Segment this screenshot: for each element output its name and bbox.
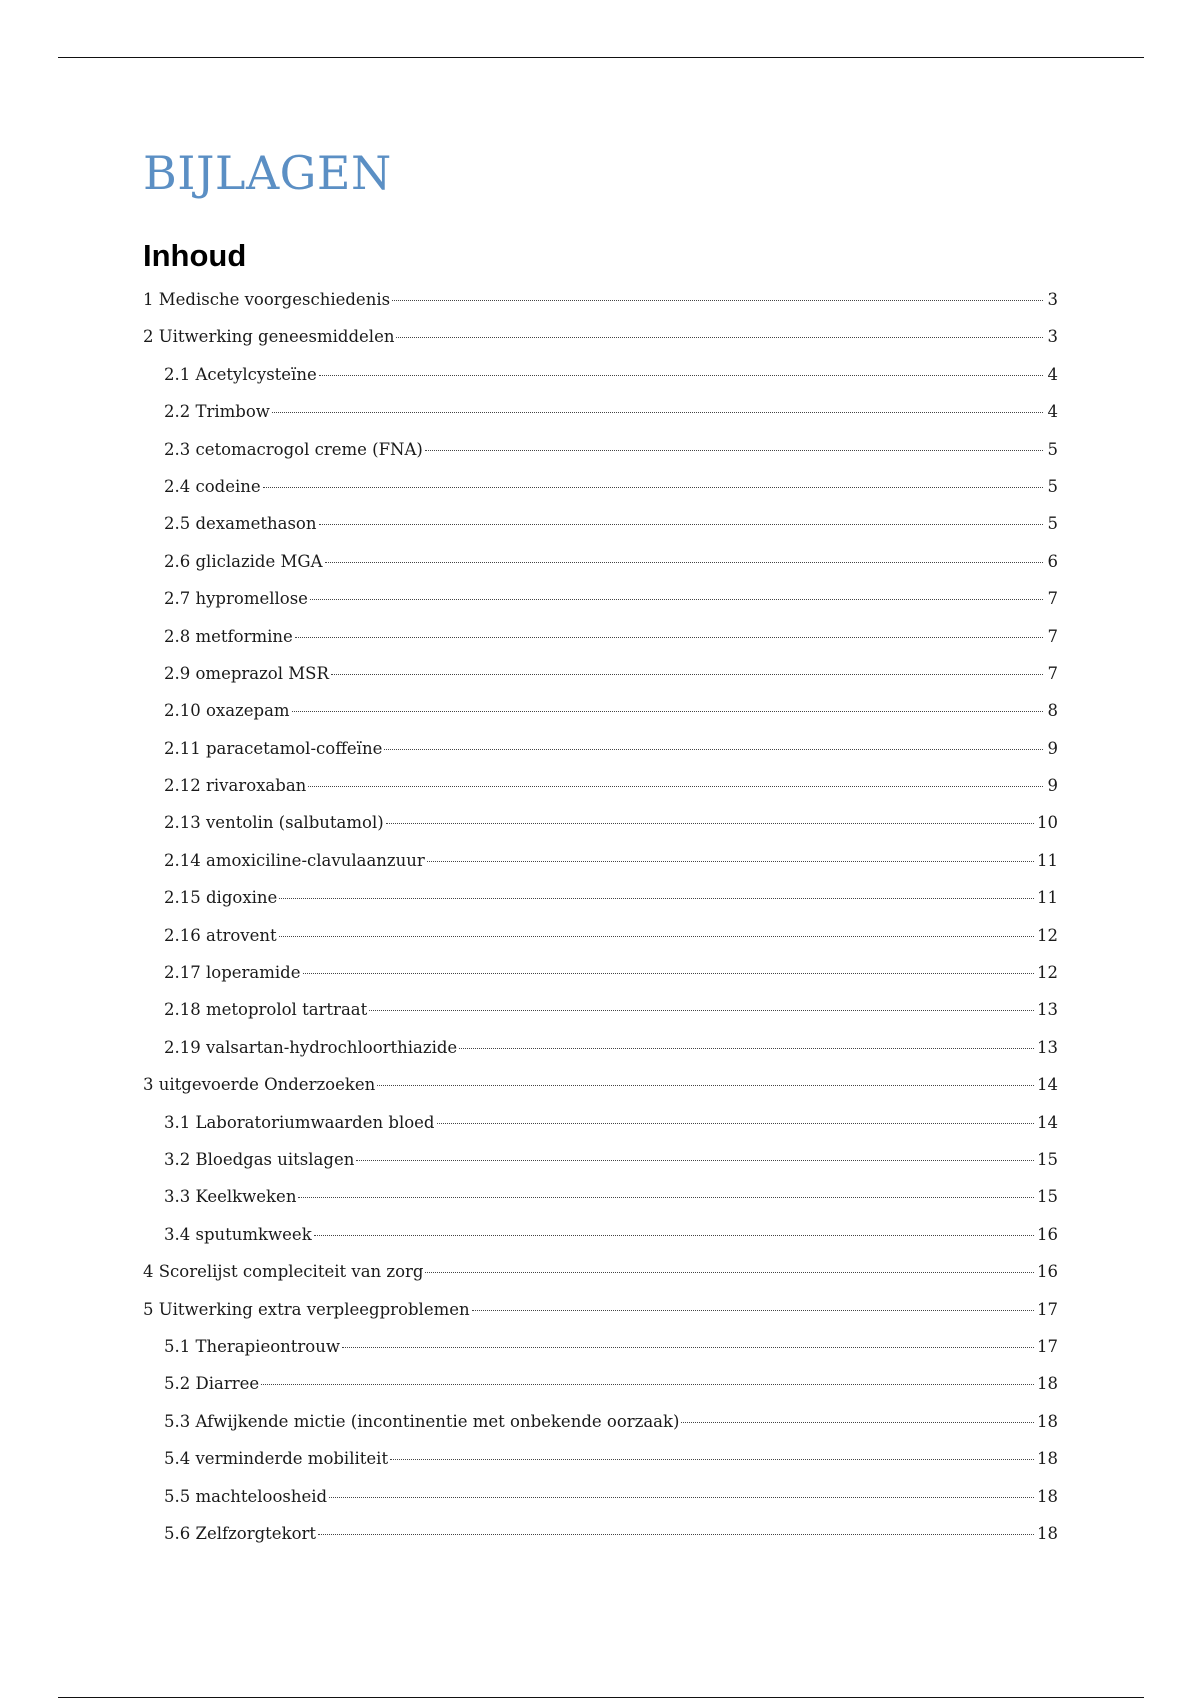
toc-entry[interactable] [143,1150,1058,1187]
toc-dot-leader [459,1048,1034,1049]
toc-entry[interactable] [143,813,1058,850]
toc-entry-page-number: 4 [1047,402,1058,422]
toc-entry-label: 5.6 Zelfzorgtekort [164,1523,317,1543]
toc-dot-leader [472,1310,1034,1311]
toc-entry-page-number: 3 [1047,290,1058,309]
toc-entry-label: 2.3 cetomacrogol creme (FNA) [164,439,423,459]
toc-entry-page-number: 17 [1037,1299,1058,1319]
toc-entry-label: 5.2 Diarree [164,1374,260,1394]
toc-entry-label: 5 Uitwerking extra verpleegproblemen [143,1299,470,1319]
toc-dot-leader [279,936,1034,937]
toc-dot-leader [319,375,1043,376]
toc-entry-page-number: 7 [1047,589,1058,609]
toc-entry-page-number: 9 [1047,776,1058,796]
toc-dot-leader [261,1384,1034,1385]
toc-dot-leader [342,1347,1034,1348]
toc-entry[interactable] [143,851,1058,888]
footer-rule [58,1697,1144,1698]
toc-entry-label: 2.7 hypromellose [164,589,308,609]
toc-entry[interactable] [143,1075,1058,1112]
toc-entry-page-number: 5 [1047,514,1058,534]
toc-entry-label: 2.8 metformine [164,626,293,646]
toc-dot-leader [329,1497,1034,1498]
toc-dot-leader [386,823,1034,824]
toc-dot-leader [427,861,1034,862]
toc-entry-page-number: 12 [1037,963,1058,983]
toc-dot-leader [325,562,1044,563]
toc-entry-label: 2.5 dexamethason [164,514,317,534]
toc-heading: Inhoud [143,238,247,273]
toc-entry[interactable] [143,1449,1058,1486]
toc-entry[interactable] [143,440,1058,477]
toc-dot-leader [310,599,1043,600]
toc-dot-leader [319,524,1044,525]
toc-dot-leader [369,1010,1034,1011]
toc-entry-label: 2.17 loperamide [164,963,301,983]
toc-dot-leader [384,749,1043,750]
toc-entry-label: 2.10 oxazepam [164,701,290,721]
toc-entry-page-number: 13 [1037,1037,1058,1057]
toc-entry-label: 3.2 Bloedgas uitslagen [164,1149,355,1169]
toc-entry[interactable] [143,1524,1058,1561]
toc-dot-leader [437,1123,1035,1124]
toc-dot-leader [272,412,1043,413]
toc-entry-label: 3.4 sputumkweek [164,1224,312,1244]
toc-entry[interactable] [143,327,1058,364]
toc-entry-page-number: 11 [1037,888,1058,908]
toc-entry[interactable] [143,589,1058,626]
toc-entry-label: 1 Medische voorgeschiedenis [143,290,391,309]
toc-entry[interactable] [143,1412,1058,1449]
toc-entry-label: 2.19 valsartan-hydrochloorthiazide [164,1037,458,1057]
toc-entry-page-number: 15 [1037,1149,1058,1169]
header-rule [58,57,1144,58]
toc-entry-page-number: 5 [1047,476,1058,496]
toc-entry[interactable] [143,926,1058,963]
toc-entry[interactable] [143,664,1058,701]
toc-entry-label: 2.6 gliclazide MGA [164,551,323,571]
toc-entry[interactable] [143,627,1058,664]
toc-entry-page-number: 18 [1037,1374,1058,1394]
toc-dot-leader [314,1235,1034,1236]
toc-entry[interactable] [143,477,1058,514]
toc-dot-leader [377,1085,1034,1086]
toc-entry[interactable] [143,1374,1058,1411]
toc-entry-label: 2.16 atrovent [164,925,277,945]
toc-entry-page-number: 8 [1047,701,1058,721]
toc-entry-page-number: 12 [1037,925,1058,945]
toc-entry[interactable] [143,1187,1058,1224]
toc-entry[interactable] [143,1113,1058,1150]
toc-entry-label: 5.4 verminderde mobiliteit [164,1449,389,1469]
toc-entry-page-number: 18 [1037,1449,1058,1469]
toc-dot-leader [392,300,1043,301]
toc-entry-label: 2.11 paracetamol-coffeïne [164,738,383,758]
toc-entry-label: 2.15 digoxine [164,888,278,908]
toc-dot-leader [331,674,1043,675]
toc-entry-label: 2.2 Trimbow [164,402,270,422]
toc-dot-leader [396,337,1043,338]
toc-entry-label: 3 uitgevoerde Onderzoeken [143,1075,376,1095]
toc-entry-label: 5.3 Afwijkende mictie (incontinentie met onbekende oorzaak) [164,1411,680,1431]
toc-entry-page-number: 3 [1047,327,1058,347]
toc-entry[interactable] [143,888,1058,925]
toc-entry-label: 2.4 codeine [164,476,261,496]
toc-entry[interactable] [143,365,1058,402]
toc-entry[interactable] [143,1000,1058,1037]
toc-entry-label: 2.13 ventolin (salbutamol) [164,813,384,833]
toc-entry-page-number: 16 [1037,1262,1058,1282]
toc-entry-page-number: 7 [1047,626,1058,646]
toc-dot-leader [425,1272,1034,1273]
toc-entry[interactable] [143,514,1058,551]
toc-dot-leader [298,1197,1034,1198]
toc-entry-label: 3.1 Laboratoriumwaarden bloed [164,1112,435,1132]
toc-entry[interactable] [143,1337,1058,1374]
toc-entry[interactable] [143,701,1058,738]
toc-dot-leader [303,973,1035,974]
toc-dot-leader [292,711,1043,712]
toc-entry-label: 5.1 Therapieontrouw [164,1336,340,1356]
toc-entry[interactable] [143,1300,1058,1337]
toc-entry-label: 2.1 Acetylcysteïne [164,364,317,384]
toc-entry-label: 2.18 metoprolol tartraat [164,1000,368,1020]
toc-entry-page-number: 17 [1037,1336,1058,1356]
toc-dot-leader [308,786,1043,787]
page-title: BIJLAGEN [143,146,392,200]
toc-dot-leader [356,1160,1034,1161]
toc-entry-page-number: 18 [1037,1486,1058,1506]
toc-dot-leader [263,487,1043,488]
toc-entry-label: 2.12 rivaroxaban [164,776,307,796]
toc-entry-page-number: 11 [1037,850,1058,870]
toc-entry-page-number: 18 [1037,1523,1058,1543]
toc-entry-page-number: 15 [1037,1187,1058,1207]
toc-entry-label: 2.14 amoxiciline-clavulaanzuur [164,850,425,870]
toc-entry-label: 2 Uitwerking geneesmiddelen [143,327,395,347]
toc-entry-page-number: 16 [1037,1224,1058,1244]
toc-entry-page-number: 13 [1037,1000,1058,1020]
toc-entry[interactable] [143,776,1058,813]
toc-entry-page-number: 14 [1037,1112,1058,1132]
toc-entry[interactable] [143,739,1058,776]
toc-entry-page-number: 9 [1047,738,1058,758]
toc-dot-leader [390,1459,1034,1460]
toc-dot-leader [318,1534,1034,1535]
table-of-contents [143,290,1058,1561]
toc-entry-page-number: 18 [1037,1411,1058,1431]
toc-entry-label: 2.9 omeprazol MSR [164,663,329,683]
toc-entry-label: 4 Scorelijst compleciteit van zorg [143,1262,424,1282]
toc-entry[interactable] [143,552,1058,589]
toc-entry-page-number: 7 [1047,663,1058,683]
toc-entry[interactable] [143,1262,1058,1299]
toc-entry[interactable] [143,402,1058,439]
toc-dot-leader [425,450,1043,451]
toc-entry[interactable] [143,290,1058,327]
toc-entry[interactable] [143,1038,1058,1075]
toc-entry-label: 5.5 machteloosheid [164,1486,328,1506]
toc-entry-page-number: 10 [1037,813,1058,833]
toc-dot-leader [279,898,1034,899]
toc-entry[interactable] [143,1487,1058,1524]
toc-entry-page-number: 4 [1047,364,1058,384]
toc-entry-page-number: 14 [1037,1075,1058,1095]
toc-dot-leader [295,637,1043,638]
toc-entry[interactable] [143,1225,1058,1262]
toc-entry-page-number: 6 [1047,551,1058,571]
toc-entry[interactable] [143,963,1058,1000]
toc-dot-leader [681,1422,1034,1423]
toc-entry-label: 3.3 Keelkweken [164,1187,297,1207]
toc-entry-page-number: 5 [1047,439,1058,459]
